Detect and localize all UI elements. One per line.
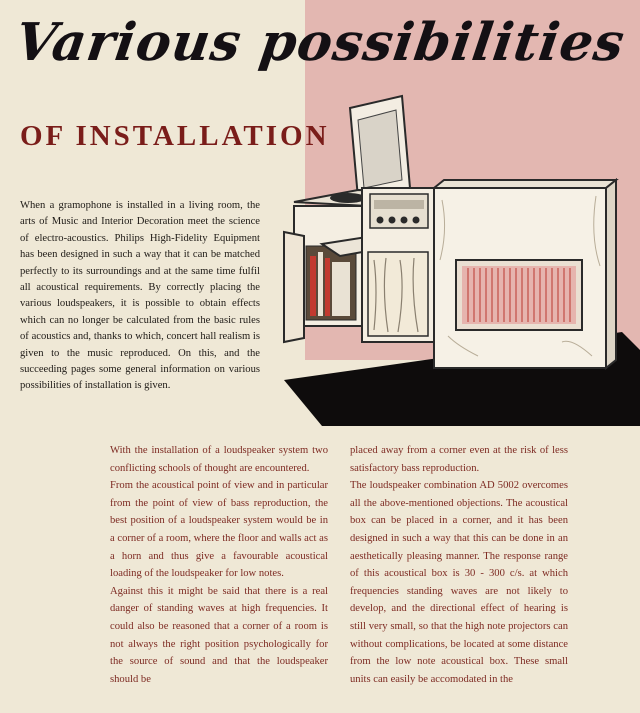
- page-subtitle: OF INSTALLATION: [20, 120, 330, 152]
- column-paragraph: Against this it might be said that there is a real danger of standing waves at high frequencies. It could also be reasoned that a corner of a room is not always the right position psychologically for the source of sound and that the loudspeaker should be: [110, 585, 328, 685]
- column-paragraph: placed away from a corner even at the risk of less satisfactory bass reproduction.: [350, 445, 568, 474]
- intro-paragraph: When a gramophone is installed in a living room, the arts of Music and Interior Decoration meet the science of electro-acoustics. Philips High-Fidelity Equipment has been designed in such a way that it can be matched perfectly to its surroundings and at the same time fulfil all acoustical requirements. By correctly placing the various loudspeakers, it is possible to obtain effects which can no longer be calculated from the basic rules of acoustics and, thanks to which, concert hall realism is given to the music reproduced. On this, and the succeeding pages some general information on various possibilities of installation is given.: [20, 200, 260, 392]
- text-column-right: [350, 442, 568, 688]
- text-column-left: [110, 442, 328, 688]
- column-paragraph: With the installation of a loudspeaker system two conflicting schools of thought are encountered.: [110, 445, 328, 474]
- column-paragraph: The loudspeaker combination AD 5002 overcomes all the above-mentioned objections. The acoustical box can be placed in a corner, and it has been designed in such a way that this can be done in an aesthetically pleasing manner. The response range of this acoustical box is 30 - 300 c/s. at which frequencies standing waves are not likely to develop, and the directional effect of hearing is still very small, so that the high note projectors can without complications, be located at some distance from the low note acoustical box. These small units can easily be accomodated in the: [350, 480, 568, 685]
- cabinet-door: [284, 232, 304, 342]
- page-title-script: Various possibilities: [11, 12, 629, 73]
- column-paragraph: From the acoustical point of view and in particular from the point of view of bass reproduction, the best position of a loudspeaker system would be in a corner of a room, where the floor and walls act as a horn and thus give a favourable acoustical loading of the loudspeaker for low notes.: [110, 480, 328, 580]
- gramophone-cabinet-illustration: [262, 80, 640, 426]
- turntable-record: [330, 193, 366, 203]
